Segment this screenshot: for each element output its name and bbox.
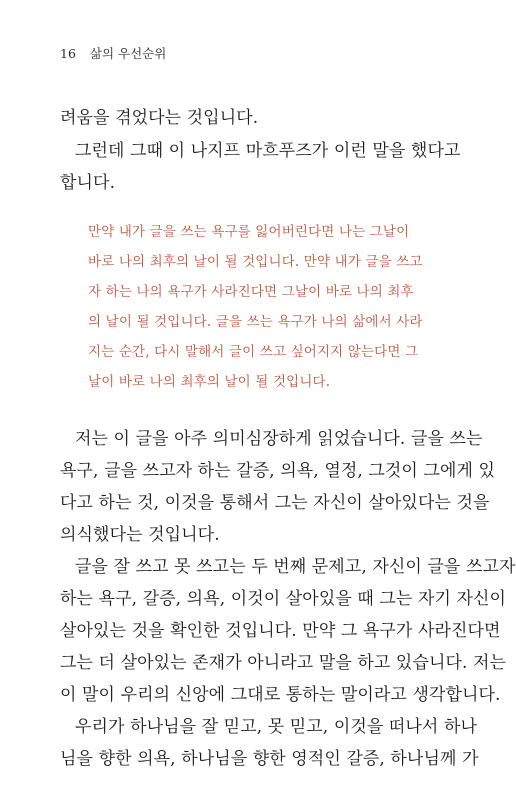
book-title: 삶의 우선순위 [89, 46, 167, 61]
quote-line: 날이 바로 나의 최후의 날이 될 것입니다. [88, 374, 331, 390]
body-text-line: 다고 하는 것, 이것을 통해서 그는 자신이 살아있다는 것을 [60, 493, 490, 513]
body-text-line: 그는 더 살아있는 존재가 아니라고 말을 하고 있습니다. 저는 [60, 653, 507, 673]
body-text-line: 그런데 그때 이 나지프 마흐푸즈가 이런 말을 했다고 [75, 141, 461, 161]
quote-line: 만약 내가 글을 쓰는 욕구를 잃어버린다면 나는 그날이 [88, 224, 410, 240]
body-text-line: 욕구, 글을 쓰고자 하는 갈증, 의욕, 열정, 그것이 그에게 있 [60, 461, 496, 481]
body-text-line: 님을 향한 의욕, 하나님을 향한 영적인 갈증, 하나님께 가 [60, 749, 479, 769]
body-text-line: 우리가 하나님을 잘 믿고, 못 믿고, 이것을 떠나서 하나 [75, 717, 477, 737]
quote-line: 지는 순간, 다시 말해서 글이 쓰고 싶어지지 않는다면 그 [88, 344, 419, 360]
body-text-line: 려움을 겪었다는 것입니다. [60, 108, 259, 128]
quote-line: 의 날이 될 것입니다. 글을 쓰는 욕구가 나의 삶에서 사라 [88, 314, 423, 330]
page-number: 16 [60, 46, 76, 61]
body-text-line: 의식했다는 것입니다. [60, 525, 220, 545]
running-header [60, 44, 166, 62]
body-text-line: 저는 이 글을 아주 의미심장하게 읽었습니다. 글을 쓰는 [75, 429, 483, 449]
body-text-line: 이 말이 우리의 신앙에 그대로 통하는 말이라고 생각합니다. [60, 685, 501, 705]
body-text-line: 합니다. [60, 173, 116, 193]
body-text-line: 하는 욕구, 갈증, 의욕, 이것이 살아있을 때 그는 자기 자신이 [60, 589, 507, 609]
body-text-line: 살아있는 것을 확인한 것입니다. 만약 그 욕구가 사라진다면 [60, 621, 501, 641]
quote-line: 자 하는 나의 욕구가 사라진다면 그날이 바로 나의 최후 [88, 284, 414, 300]
body-text-line: 글을 잘 쓰고 못 쓰고는 두 번째 문제고, 자신이 글을 쓰고자 [75, 557, 516, 577]
quote-line: 바로 나의 최후의 날이 될 것입니다. 만약 내가 글을 쓰고 [88, 254, 423, 270]
